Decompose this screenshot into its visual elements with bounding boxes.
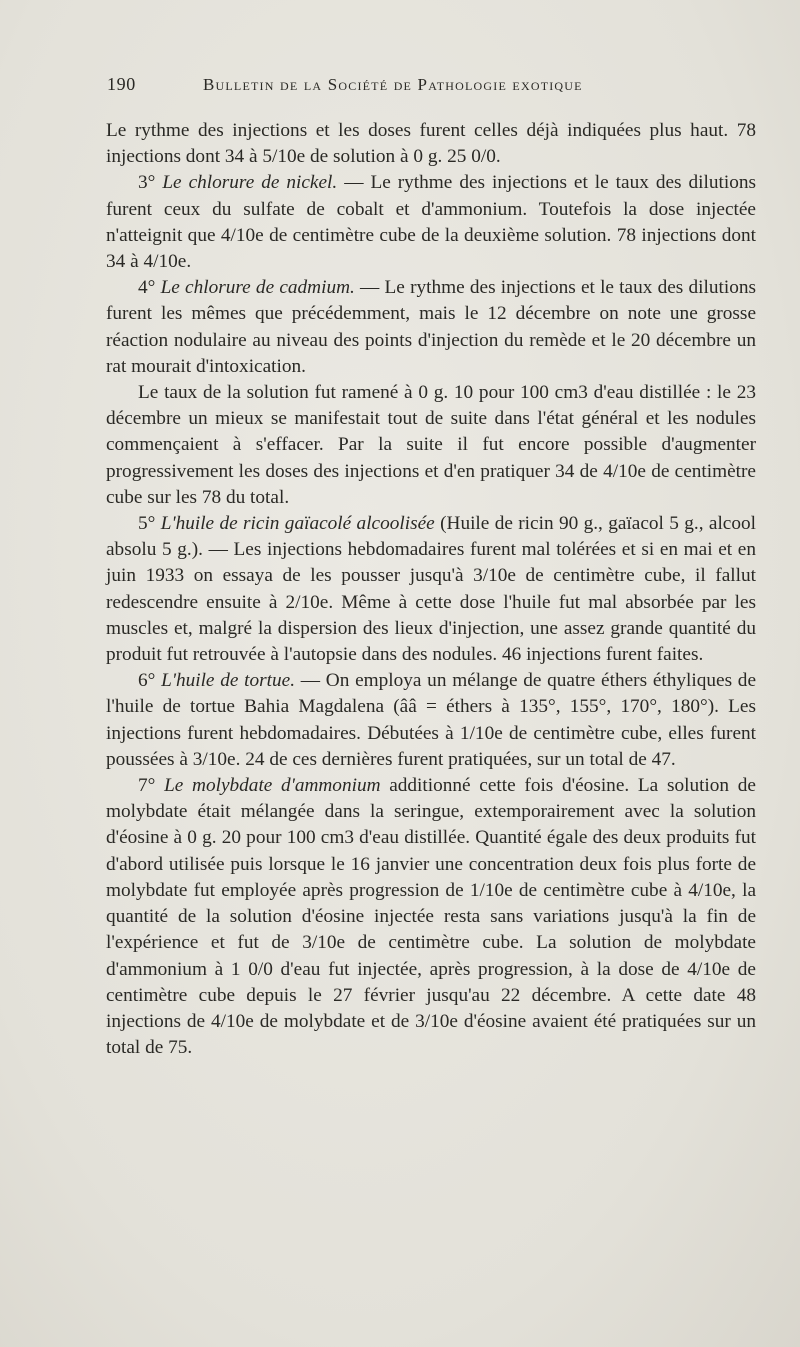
page-header xyxy=(107,74,642,95)
paragraph-text: — Le rythme des injections et le taux des dilutions furent ceux du sulfate de cobalt et d'ammonium. Toutefois la dose injectée n'atteignit que 4/10e de centimètre cube de la deuxième solution. 78 injections dont 34 à 4/10e. xyxy=(106,172,756,273)
section-title: L'huile de ricin gaïacolé alcoolisée xyxy=(160,513,435,535)
paragraph-molybdate xyxy=(106,773,756,1061)
paragraph-text: (Huile de ricin 90 g., gaïacol 5 g., alcool absolu 5 g.). — Les injections hebdomadaires furent mal tolérées et si en mai et en juin 1933 on essaya de les pousser jusqu'à 3/10e de centimètre cube, il fallut redescendre ensuite à 2/10e. Même à cette dose l'huile fut mal absorbée par les muscles et, malgré la dispersion des lieux d'injection, une assez grande quantité du produit fut retrouvée à l'autopsie dans des nodules. 46 injections furent faites. xyxy=(106,513,756,666)
section-title: Le molybdate d'ammonium xyxy=(164,775,381,797)
paragraph-text: — Le rythme des injections et le taux des dilutions furent les mêmes que précédemment, mais le 12 décembre on note une grosse réaction nodulaire au niveau des points d'injection du remède et le 20 décembre un rat mourait d'intoxication. xyxy=(106,277,756,377)
paragraph-text: Le rythme des injections et les doses furent celles déjà indiquées plus haut. 78 injections dont 34 à 5/10e de solution à 0 g. 25 0/0. xyxy=(106,120,756,168)
paragraph-nickel xyxy=(106,170,756,275)
body-text xyxy=(106,118,756,1061)
section-number: 3° xyxy=(138,172,156,194)
running-title: Bulletin de la Société de Pathologie exotique xyxy=(203,75,583,94)
paragraph-turtle-oil xyxy=(106,668,756,773)
section-number: 4° xyxy=(138,277,156,299)
paragraph-text: — On employa un mélange de quatre éthers éthyliques de l'huile de tortue Bahia Magdalena (ââ = éthers à 135°, 155°, 170°, 180°). Les injections furent hebdomadaires. Débutées à 1/10e de centimètre cube, elles furent poussées à 3/10e. 24 de ces dernières furent pratiquées, sur un total de 47. xyxy=(106,670,756,770)
page-number: 190 xyxy=(107,74,136,94)
paragraph-text: additionné cette fois d'éosine. La solution de molybdate était mélangée dans la seringue, extemporairement avec la solution d'éosine à 0 g. 20 pour 100 cm3 d'eau distillée. Quantité égale des deux produits fut d'abord utilisée puis lorsque le 16 janvier une concentration deux fois plus forte de molybdate fut employée après progression de 1/10e de centimètre cube à 4/10e, la quantité de la solution d'éosine injectée resta sans variations jusqu'à la fin de l'expérience et fut de 3/10e de centimètre cube. La solution de molybdate d'ammonium à 1 0/0 d'eau fut injectée, après progression, à la dose de 4/10e de centimètre cube depuis le 27 février jusqu'au 22 décembre. A cette date 48 injections de 4/10e de molybdate et de 3/10e d'éosine avaient été pratiquées sur un total de 75. xyxy=(106,775,756,1059)
paragraph-cadmium xyxy=(106,275,756,380)
section-number: 5° xyxy=(138,513,156,535)
paragraph-ricin-oil xyxy=(106,511,756,668)
paragraph-intro xyxy=(106,118,756,170)
paragraph-text: Le taux de la solution fut ramené à 0 g. 10 pour 100 cm3 d'eau distillée : le 23 décembre un mieux se manifestait tout de suite dans l'état général et les nodules commençaient à s'effacer. Par la suite il fut encore possible d'augmenter progressivement les doses des injections et d'en pratiquer 34 de 4/10e de centimètre cube sur les 78 du total. xyxy=(106,382,756,508)
section-title: Le chlorure de cadmium. xyxy=(160,277,355,299)
section-title: L'huile de tortue. xyxy=(161,670,296,692)
section-number: 7° xyxy=(138,775,156,797)
paragraph-cadmium-followup xyxy=(106,380,756,511)
section-title: Le chlorure de nickel. xyxy=(162,172,338,194)
section-number: 6° xyxy=(138,670,156,692)
